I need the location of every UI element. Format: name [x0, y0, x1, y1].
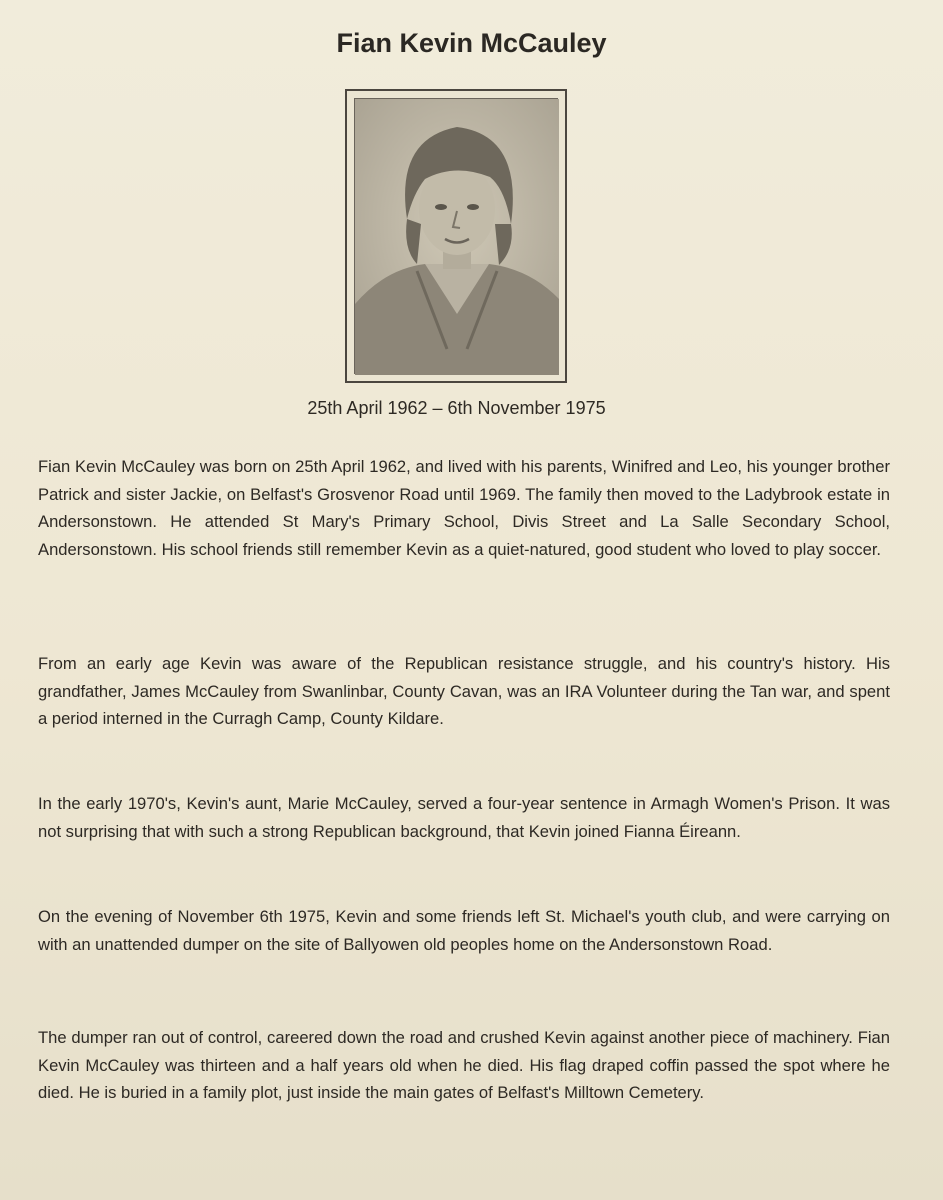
page-title: Fian Kevin McCauley: [336, 28, 607, 58]
portrait-image: [355, 99, 559, 375]
biography-paragraph: Fian Kevin McCauley was born on 25th April 1962, and lived with his parents, Winifred and Leo, his younger brother Patrick and sister Jackie, on Belfast's Grosvenor Road until 1969. The family then moved to the Ladybrook estate in Andersonstown. He attended St Mary's Primary School, Divis Street and La Salle Secondary School, Andersonstown. His school friends still remember Kevin as a quiet-natured, good student who loved to play soccer.: [38, 457, 890, 559]
biography-paragraph: On the evening of November 6th 1975, Kevin and some friends left St. Michael's youth club, and were carrying on with an unattended dumper on the site of Ballyowen old peoples home on the Andersonstown Road.: [38, 907, 890, 954]
portrait-photo: [354, 98, 558, 374]
biography-paragraph: From an early age Kevin was aware of the Republican resistance struggle, and his country's history. His grandfather, James McCauley from Swanlinbar, County Cavan, was an IRA Volunteer during the Tan war, and spent a period interned in the Curragh Camp, County Kildare.: [38, 654, 890, 728]
life-dates: 25th April 1962 – 6th November 1975: [307, 398, 606, 418]
biography-paragraph: The dumper ran out of control, careered down the road and crushed Kevin against another piece of machinery. Fian Kevin McCauley was thirteen and a half years old when he died. His flag draped coffin passed the spot where he died. He is buried in a family plot, just inside the main gates of Belfast's Milltown Cemetery.: [38, 1028, 890, 1102]
biography-paragraph: In the early 1970's, Kevin's aunt, Marie McCauley, served a four-year sentence in Armagh Women's Prison. It was not surprising that with such a strong Republican background, that Kevin joined Fianna Éireann.: [38, 794, 890, 841]
portrait-photo-frame: [345, 89, 567, 383]
